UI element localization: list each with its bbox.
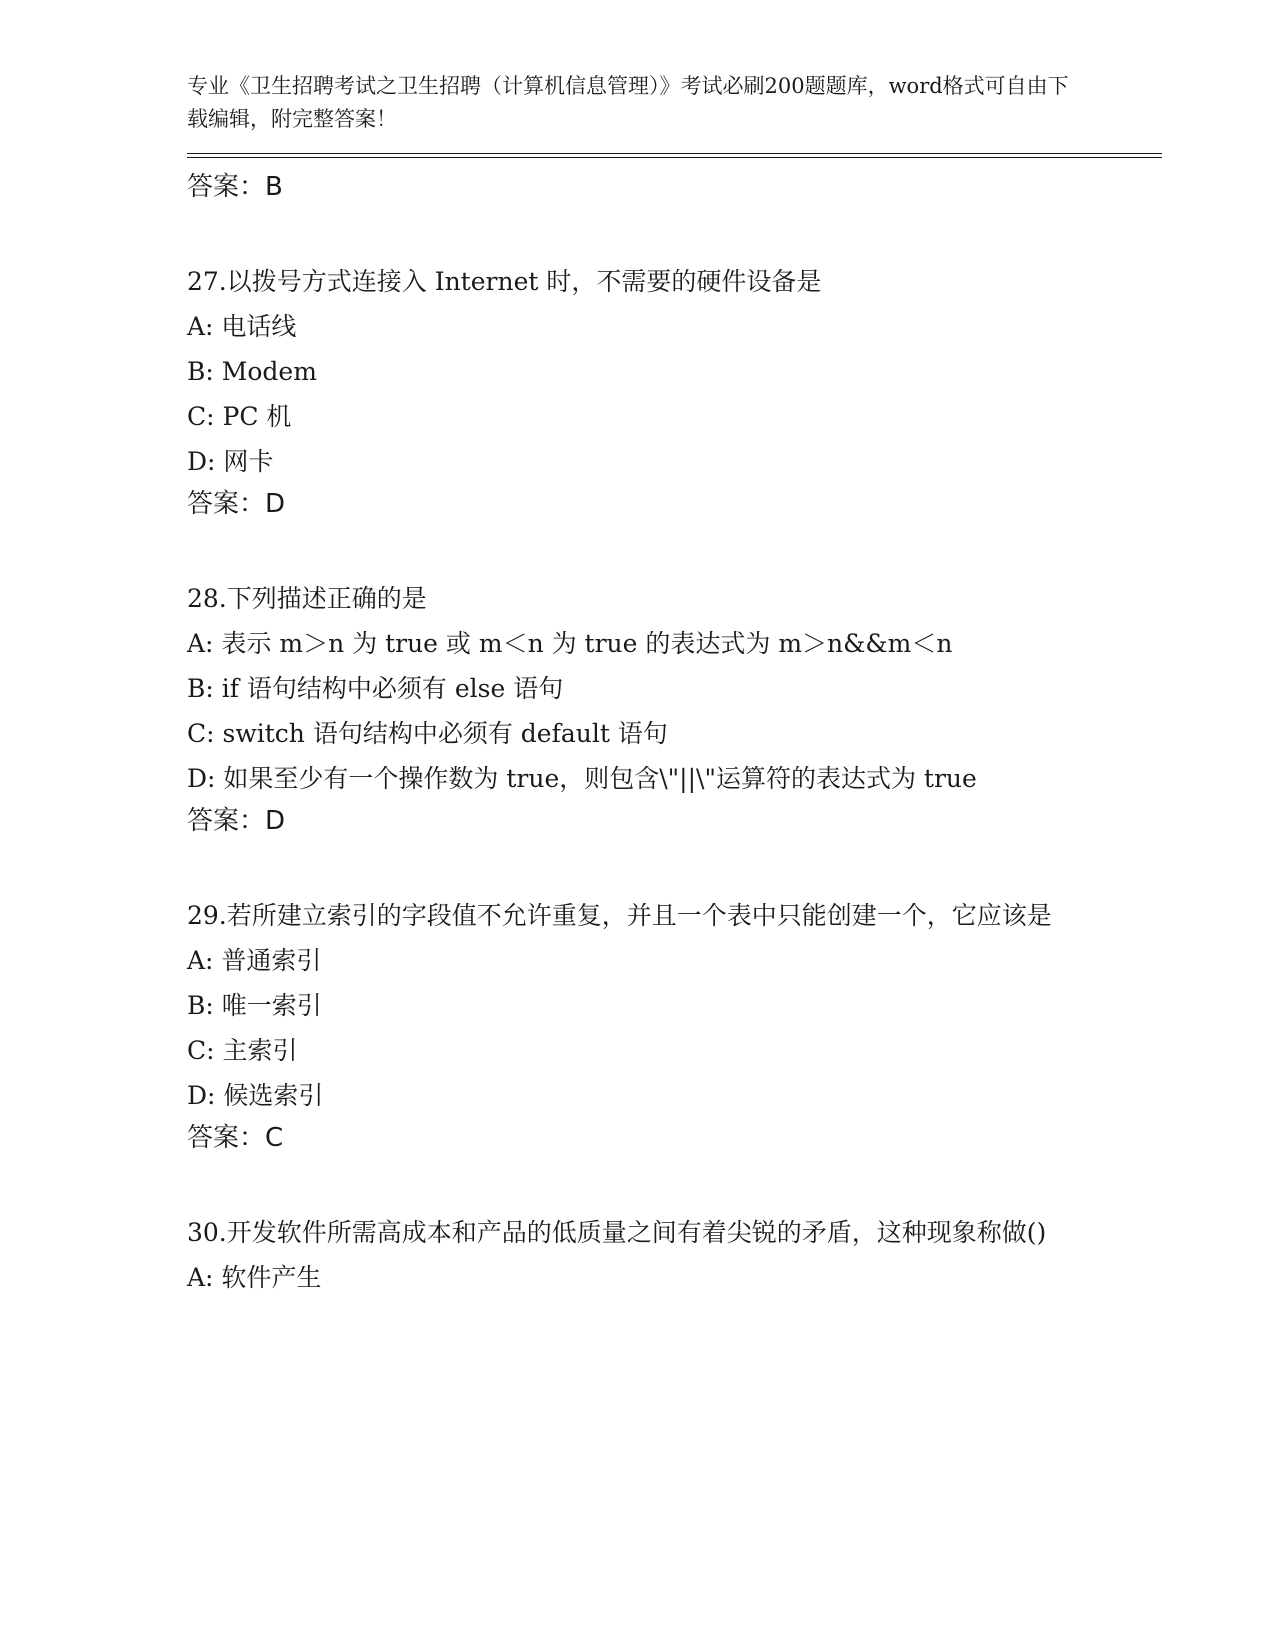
question-text: 30.开发软件所需高成本和产品的低质量之间有着尖锐的矛盾，这种现象称做() (187, 1218, 1047, 1247)
option-b: B: if 语句结构中必须有 else 语句 (187, 674, 564, 703)
answer-line: 答案：B (187, 172, 283, 202)
option-c: C: PC 机 (187, 402, 292, 431)
option-a: A: 表示 m＞n 为 true 或 m＜n 为 true 的表达式为 m＞n&&m＜n (187, 629, 953, 658)
answer-line: 答案：C (187, 1123, 284, 1153)
question-text: 28.下列描述正确的是 (187, 584, 427, 613)
option-b: B: Modem (187, 357, 317, 386)
document-page (187, 70, 1162, 1300)
option-a: A: 软件产生 (187, 1263, 322, 1292)
option-c: C: switch 语句结构中必须有 default 语句 (187, 719, 668, 748)
question-block (187, 893, 1162, 1163)
question-text: 29.若所建立索引的字段值不允许重复，并且一个表中只能创建一个，它应该是 (187, 901, 1052, 930)
option-d: D: 候选索引 (187, 1081, 324, 1110)
option-d: D: 如果至少有一个操作数为 true，则包含\"||\"运算符的表达式为 true (187, 764, 977, 793)
question-block (187, 1210, 1162, 1300)
answer-line: 答案：D (187, 489, 286, 519)
document-header: 专业《卫生招聘考试之卫生招聘（计算机信息管理）》考试必刷200题题库，word格式可自由下载编辑，附完整答案！ (187, 74, 1069, 131)
question-block (187, 259, 1162, 529)
option-c: C: 主索引 (187, 1036, 298, 1065)
question-block (187, 576, 1162, 846)
option-d: D: 网卡 (187, 447, 274, 476)
question-text: 27.以拨号方式连接入 Internet 时，不需要的硬件设备是 (187, 267, 822, 296)
answer-line: 答案：D (187, 806, 286, 836)
header-divider (187, 153, 1162, 158)
option-b: B: 唯一索引 (187, 991, 322, 1020)
option-a: A: 电话线 (187, 312, 297, 341)
option-a: A: 普通索引 (187, 946, 322, 975)
